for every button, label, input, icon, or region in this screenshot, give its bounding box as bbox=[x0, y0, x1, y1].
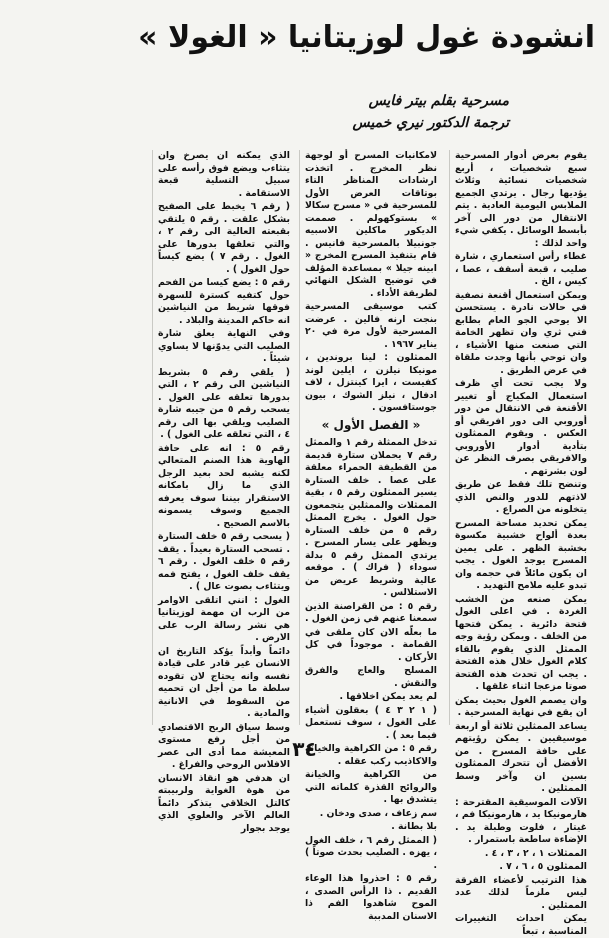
paragraph: ما بعلّه الان كان ملقى في القمامة . موجوداً في كل الأركان . bbox=[305, 626, 437, 663]
paragraph: ان هدفي هو انقاذ الانسان من هوة الغواية ولربيبته كالتل الخلاقي يتذكر دائماً العالم الآخر والعلوي الذي يوجد بجوار bbox=[158, 772, 290, 834]
paragraph: ويمكن استعمال أقنعة نصفية في حالات نادرة . يستحسن الا يوحي الجو العام بطابع فني ثري وان تظهر الخامة التي صنعت منها الأشياء ، وان توحي بأنها وجدت ملقاة في عرض الطريق . bbox=[455, 289, 587, 376]
paragraph: من الكراهية والخيانة والروائح القذرة كلماته التي يتشدق بها . bbox=[305, 769, 437, 805]
paragraph: لم يعد يمكن اخلاقها . bbox=[339, 691, 437, 702]
paragraph: وتنضح تلك فقط عن طريق لاذتهم للدور والنص الذي يتخلونه من الصراع . bbox=[455, 479, 587, 515]
article-title: انشودة غول لوزيتانيا « الغولا » bbox=[138, 20, 595, 55]
paragraph: وفي النهاية يعلق شارة الصليب التي يدوّنها لا يساوي شيئاً . bbox=[158, 328, 290, 364]
paragraph: ( يسحب رقم ٥ خلف الستارة . تسحب الستارة بعيداً . يقف رقم ٥ خلف الغول . رقم ٦ يقف خلف الغول ، يفتح فمه ويتثاءب بصوت عال ) . bbox=[158, 531, 290, 592]
paragraph: ( يلقي رقم ٥ بشريط النياشين الى رقم ٢ ، التي بدورها تعلقه على الغول . يسحب رقم ٥ من جيبه شارة الصليب ويلقي بها الى رقم ٤ ، التي تعلقه على الغول ) . bbox=[158, 366, 290, 440]
paragraph: ( ١ ٢ ٣ ٤ ) بعقلون أشياء على الغول ، سوف تستعمل فيما بعد ) . bbox=[305, 704, 437, 741]
paragraph: تدخل الممثلة رقم ١ والممثل رقم ٧ يحملان ستارة قديمة من القطيفة الحمراء معلقة على عصا . خلف الستارة يسير الممثلون رقم ٥ ، بقية الممثلات والممثلين يتجمعون حول الغول . يخرج الممثل رقم ٥ من خلف الستارة ويظهر على يسار المسرح . يرتدي الممثل رقم ٥ بدلة سوداء ( فراك ) . موقعه عالية وشريط عريض من الاستلالس . bbox=[305, 437, 438, 598]
paragraph: ( الممثل رقم ٦ ، خلف الغول ، يهزه . الصليب بحدث صوتاً ) . bbox=[305, 834, 437, 871]
paragraph: هذا الترتيب لأعضاء الفرقة ليس ملزماً لذلك عدد الممثلين . bbox=[455, 874, 587, 911]
paragraph: لامكانيات المسرح أو لوجهة نظر المخرج . اتخذت ارشادات المناظر التاء بوتاقات العرض الأول للمسرحية في « مسرح سكالا » بستوكهولم . صممت الديكور ماكلين الاسبيه جونبيلا بالمسرحية فانيس . قام بتنفيذ المسرح المخرج « ابينه جيلا » بمساعدة المؤلف في توضيح الشكل النهائي لطريقة الأداء . bbox=[304, 150, 437, 299]
paragraph: رقم ٥ : يضع كيسا من الفحم حول كتفيه كسترة للسهرة فوقها شريط من النياشين انه حاكم المدينة والبلاد . bbox=[158, 277, 291, 326]
paragraph: كتب موسيقى المسرحية بنجت ارنه فالين . عرضت المسرحية لأول مرة في ٢٠ يناير ١٩٦٧ . bbox=[305, 301, 437, 350]
column-divider bbox=[449, 150, 450, 725]
article-header bbox=[138, 12, 595, 132]
paragraph: سم زعاف ، صدى ودخان . bbox=[319, 807, 437, 819]
text-column-4 bbox=[10, 150, 142, 725]
column-divider bbox=[299, 150, 300, 725]
paragraph: الممثلون : لينا بروندين ، مونيكا نيلزن ، ايلين لوند كفيست ، ايرا كينتزل ، لاف ادفال ، نيلز الشوك ، بيون جوستافسون . bbox=[305, 352, 437, 413]
paragraph: ( رقم ٦ يخبط على الصفيح بشكل علقت . رقم ٥ يلتقي بقبعته العالية الى رقم ٢ ، والتي تعلقها بدورها على الغول . رقم ٧ ) يضع كيساً حول الغول ) . bbox=[158, 201, 290, 275]
paragraph: الممثلون ٥ ، ٦ ، ٧ . bbox=[499, 861, 587, 872]
paragraph: بلا بطانة . bbox=[391, 821, 437, 832]
paragraph: الممثلات ١ ، ٢ ، ٣ ، ٤ . bbox=[484, 847, 587, 859]
text-column-2 bbox=[304, 150, 438, 922]
paragraph: دائماً وأبداً يؤكد التاريخ ان الانسان غير قادر على قيادة نفسه وانه يحتاج لان تقوده سلطة ما من أجل ان تحميه من السقوط في الانانية والمادية . bbox=[158, 645, 290, 719]
paragraph: ولا يجب تحت أي ظرف استعمال المكياج أو تغيير الأقنعة في الانتقال من دور أوروبي الى دور افريقي أو العكس . ويقوم الممثلون بتأدية أدوار الأوروبي والافريقي بصرف النظر عن لون بشرتهم . bbox=[455, 378, 587, 477]
paragraph: وسط سياق الربح الاقتصادي من أجل رفع مستوى المعيشة مما أدى الى عصر الافلاس الروحي والفراغ . bbox=[158, 721, 290, 770]
paragraph: الآلات الموسيقية المقترحة : هارمونيكا يد ، هارمونيكا فم ، غيتار ، فلوت وطبلة يد . الإضاءة ساطعة باستمرار . bbox=[455, 796, 587, 845]
author-line: مسرحية بقلم بيتر فايس bbox=[368, 93, 509, 109]
column-divider bbox=[152, 150, 153, 725]
paragraph: يقوم بعرض أدوار المسرحية سبع شخصيات ، أربع شخصيات نسائية وثلاث يؤديها رجال . يرتدي الجميع الملابس اليومية العادية . يتم الانتقال من دور الى آخر بأبسط الوسائل . يكفي شيء واحد لذلك : bbox=[455, 150, 587, 249]
paragraph: يمكن تحديد مساحة المسرح بعدة ألواح خشبية مكسوة بخشبة الظهر . على يمين المسرح يوجد الغول . يجب ان يكون مائلاً في حجمه وان تبدو عليه ملامح التهديد . bbox=[455, 517, 587, 591]
paragraph: يمكن احداث التغييرات المناسبة ، تبعاً bbox=[455, 913, 587, 937]
text-column-1 bbox=[455, 150, 587, 937]
paragraph: المسلح والعاج والفرق والنقش . bbox=[305, 665, 437, 689]
paragraph: الغول : انني اتلقى الاوامر من الرب ان مهمة لوزيتانيا هي نشر رسالة الرب على الارض . bbox=[158, 594, 290, 643]
section-heading: « الفصل الأول » bbox=[321, 417, 421, 432]
page-number: ٣٤ bbox=[292, 737, 317, 761]
paragraph: رقم ٥ : احذروا هذا الوعاء القديم . ذا الرأس الصدى ، الموح شاهدوا الفم ذا الاسنان المدببة bbox=[305, 873, 438, 922]
paragraph: غطاء رأس استعماري ، شارة صليب ، قبعة أسقف ، عصا ، كيس ، الخ . bbox=[455, 251, 587, 287]
translator-line: ترجمة الدكتور نيري خميس bbox=[352, 115, 509, 131]
text-column-3 bbox=[158, 150, 291, 834]
paragraph: وان يصمم الغول بحيث يمكن ان يقع في نهاية المسرحية . bbox=[455, 694, 587, 718]
paragraph: رقم ٥ : انه على حافة الهاوية هذا الصنم المتعالي لكنه يشبه لحد بعيد الرجل الذي ما زال بامكانه الاستقرار بيننا سوف يعرفه الجميع وسوف يسمونه بالاسم الصحيح . bbox=[158, 442, 290, 529]
paragraph: يساعد الممثلين ثلاثة أو اربعة موسيقيين . يمكن رؤيتهم على حافة المسرح . من الأفضل أن تتحرك الممثلون بسين ان وآخر وسط الممثلين . bbox=[455, 720, 587, 794]
paragraph: رقم ٥ : من الكراهية والخيانة والاكاذيب ركب عقله . bbox=[305, 743, 438, 767]
paragraph: رقم ٥ : من القراصنة الذين سمعنا عنهم في زمن الغول . bbox=[305, 600, 437, 624]
paragraph: الذي يمكنه ان يصرخ وان يتثاءب ويضع فوق رأسه على سبيل التسلية قبعة الاستقامة . bbox=[158, 150, 290, 199]
paragraph: يمكن صنعه من الخشب الغردة . في اعلى الغول فتحة دائرية . يمكن فتحها من الخلف . ويمكن رؤية وجه الممثل الذي يقوم بالقاء كلام الغول خلال هذه الفتحة . يجب ان تحدث هذه الفتحة صوتا مزعجا اثناء غلقها . bbox=[455, 593, 587, 692]
